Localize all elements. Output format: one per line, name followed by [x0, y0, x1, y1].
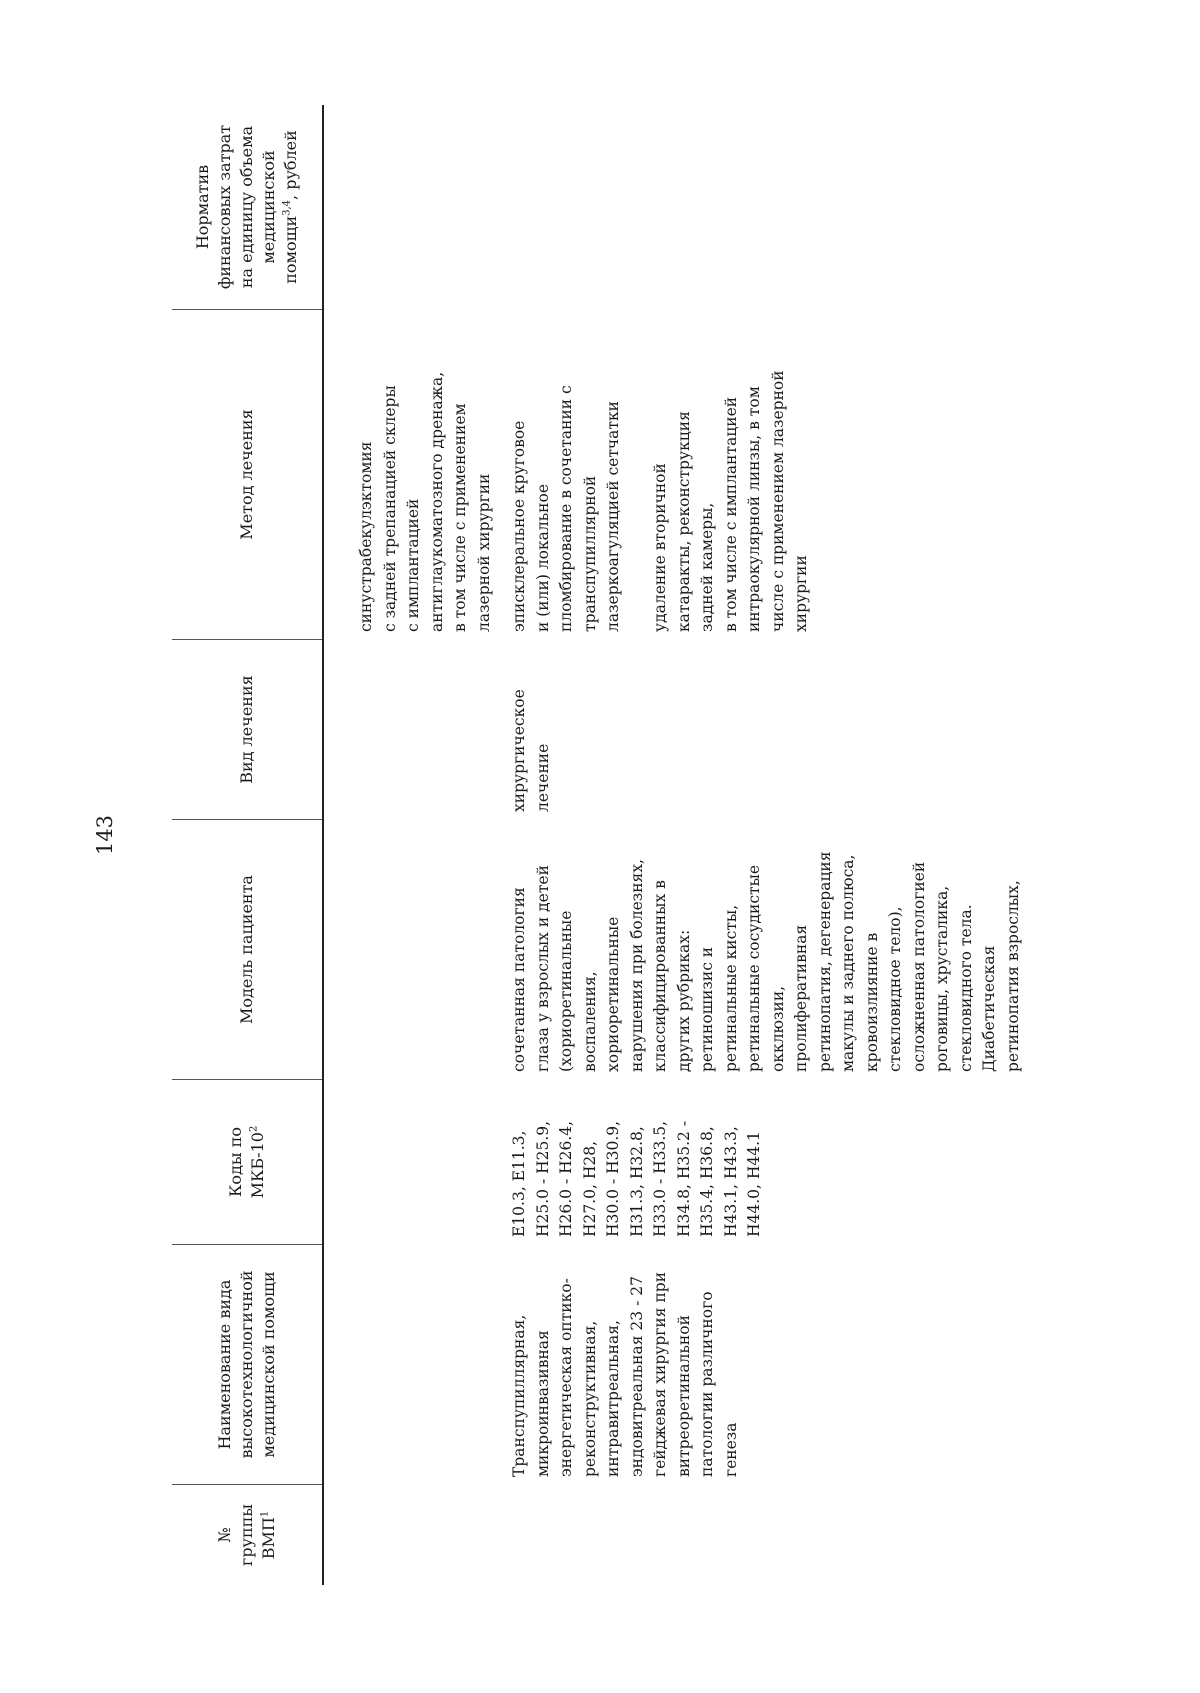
header-group-no-footnote: 1 [259, 1510, 271, 1518]
header-group-no [172, 1485, 322, 1585]
cell-treatment-type: хирургическое лечение [510, 689, 552, 812]
header-treatment-type-text: Вид лечения [237, 675, 256, 784]
header-codes-footnote: 2 [248, 1125, 260, 1133]
cell-method-a: эписклеральное круговое и (или) локальное пломбирование в сочетании с транспупиллярной лазеркоагуляцией сетчатки [510, 385, 622, 632]
header-cost-norm-footnote: 3,4 [281, 199, 293, 216]
header-cost-norm-text: Норматив финансовых затрат на единицу объема медицинской помощи [193, 124, 300, 290]
table-header-row [172, 105, 324, 1585]
header-treatment-method-text: Метод лечения [237, 409, 256, 540]
cell-name: Транспупиллярная, микроинвазивная энергетическая оптико- реконструктивная, интравитреальная, эндовитреальная 23 - 27 гейджевая хирургия при витреоретинальной патологии различного генеза [510, 1271, 740, 1477]
header-cost-norm [172, 105, 322, 310]
header-group-no-text: № группы ВМП [215, 1503, 278, 1567]
cell-patient-model: сочетанная патология глаза у взрослых и детей (хориоретинальные воспаления, хориоретинальные нарушения при болезнях, классифицированных в других рубриках: ретиношизис и ретинальные кисты, ретинальные сосудистые окклюзии, пролиферативная ретинопатия, дегенерация макулы и заднего полюса, кровоизлияние в стекловидное тело), осложненная патологией роговицы, хрусталика, стекловидного тела. Диабетическая ретинопатия взрослых, [510, 851, 1022, 1072]
rotated-table [172, 105, 1200, 1585]
header-name [172, 1245, 322, 1485]
header-codes-text: Коды по МКБ-10 [226, 1127, 267, 1199]
header-treatment-method [172, 310, 322, 640]
cell-codes: E10.3, E11.3, H25.0 - H25.9, H26.0 - H26.4, H27.0, H28, H30.0 - H30.9, H31.3, H32.8, H33.0 - H33.5, H34.8, H35.2 - H35.4, H36.8, H43.1, H43.3, H44.0, H44.1 [510, 1120, 763, 1237]
table-row-continuation [355, 105, 505, 1585]
header-treatment-type [172, 640, 322, 820]
cell-method-continuation: синустрабекулэктомия с задней трепанацией склеры с имплантацией антиглаукоматозного дренажа, в том числе с применением лазерной хирургии [357, 371, 493, 632]
header-cost-norm-tail: , рублей [281, 130, 300, 200]
cell-method-b: удаление вторичной катаракты, реконструкция задней камеры, в том числе с имплантацией интраокулярной линзы, в том числе с применением лазерной хирургии [651, 370, 810, 632]
header-codes [172, 1080, 322, 1245]
header-patient-model-text: Модель пациента [237, 875, 256, 1024]
header-name-text: Наименование вида высокотехнологичной медицинской помощи [215, 1270, 278, 1459]
header-patient-model [172, 820, 322, 1080]
page-number: 143 [93, 814, 117, 856]
table-row [508, 105, 1022, 1585]
